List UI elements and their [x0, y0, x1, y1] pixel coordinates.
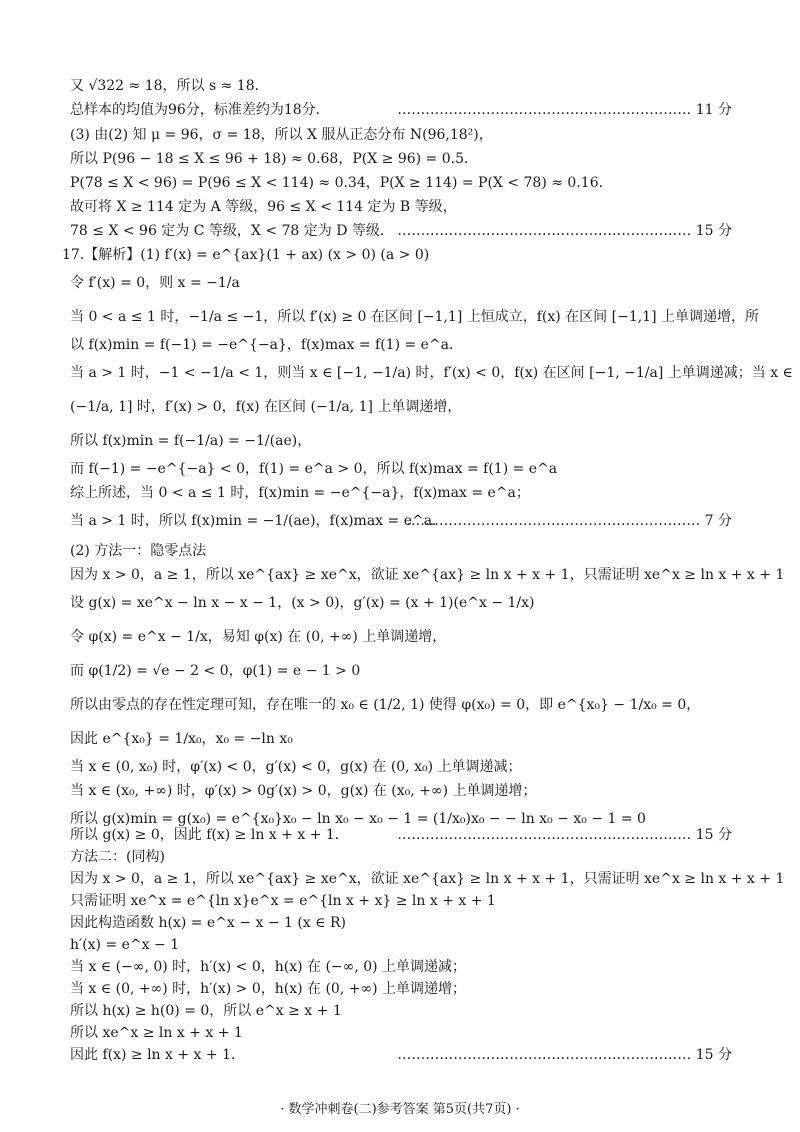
text-line-12: 当 a > 1 时，−1 < −1/a < 1，则当 x ∈ [−1, −1/a) 时，f′(x) < 0，f(x) 在区间 [−1, −1/a] 上单调递减；当 x ∈	[70, 365, 793, 381]
text-line-35: 当 x ∈ (0, +∞) 时，h′(x) > 0，h(x) 在 (0, +∞) 上单调递增；	[70, 981, 467, 997]
problem-17-heading: 17.【解析】(1) f′(x) = e^{ax}(1 + ax) (x > 0) (a > 0)	[62, 247, 430, 263]
text-line-33: h′(x) = e^x − 1	[70, 937, 180, 953]
score-marker-7: ……………………………………………………… 7 分	[406, 513, 732, 529]
text-line-13: (−1/a, 1] 时，f′(x) > 0，f(x) 在区间 (−1/a, 1] 上单调递增，	[70, 399, 462, 415]
text-line-15: 而 f(−1) = −e^{−a} < 0，f(1) = e^a > 0，所以 f(x)max = f(1) = e^a	[70, 461, 558, 477]
score-marker-11: ……………………………………………………… 11 分	[397, 102, 732, 118]
text-line-23: 所以由零点的存在性定理可知，存在唯一的 x₀ ∈ (1/2, 1) 使得 φ(x₀) = 0，即 e^{x₀} − 1/x₀ = 0，	[70, 697, 701, 713]
text-line-11: 以 f(x)min = f(−1) = −e^{−a}，f(x)max = f(1) = e^a．	[70, 337, 464, 353]
text-line-19: 因为 x > 0，a ≥ 1，所以 xe^{ax} ≥ xe^x，欲证 xe^{ax} ≥ ln x + x + 1，只需证明 xe^x ≥ ln x + x + 1	[70, 567, 785, 583]
text-line-20: 设 g(x) = xe^x − ln x − x − 1，(x > 0)，g′(x) = (x + 1)(e^x − 1/x)	[70, 595, 535, 611]
score-marker-15c: ……………………………………………………… 15 分	[397, 1047, 732, 1063]
page-footer: · 数学冲刺卷(二)参考答案 第5页(共7页) ·	[280, 1102, 520, 1117]
text-line-17: 当 a > 1 时，所以 f(x)min = −1/(ae)，f(x)max = e^a．	[70, 513, 447, 529]
text-line-28: 所以 g(x) ≥ 0，因此 f(x) ≥ ln x + x + 1．	[70, 827, 349, 843]
score-marker-15b: ……………………………………………………… 15 分	[397, 827, 732, 843]
score-marker-15a: ……………………………………………………… 15 分	[397, 223, 732, 239]
text-line-27: 所以 g(x)min = g(x₀) = e^{x₀}x₀ − ln x₀ − x₀ − 1 = (1/x₀)x₀ − − ln x₀ − x₀ − 1 = 0	[70, 811, 646, 827]
text-line-14: 所以 f(x)min = f(−1/a) = −1/(ae)，	[70, 433, 312, 449]
text-line-3: (3) 由(2) 知 μ = 96，σ = 18，所以 X 服从正态分布 N(96,18²)，	[70, 127, 493, 143]
text-line-18: (2) 方法一：隐零点法	[70, 543, 207, 559]
text-line-26: 当 x ∈ (x₀, +∞) 时，φ′(x) > 0g′(x) > 0，g(x) 在 (x₀, +∞) 上单调递增；	[70, 783, 537, 799]
text-line-7: 78 ≤ X < 96 定为 C 等级，X < 78 定为 D 等级．	[70, 223, 394, 239]
text-line-22: 而 φ(1/2) = √e − 2 < 0，φ(1) = e − 1 > 0	[70, 663, 361, 679]
text-line-4: 所以 P(96 − 18 ≤ X ≤ 96 + 18) ≈ 0.68，P(X ≥ 96) = 0.5．	[70, 151, 478, 167]
text-line-16: 综上所述，当 0 < a ≤ 1 时，f(x)min = −e^{−a}，f(x)max = e^a；	[70, 485, 530, 501]
text-line-25: 当 x ∈ (0, x₀) 时，φ′(x) < 0，g′(x) < 0，g(x) 在 (0, x₀) 上单调递减；	[70, 759, 522, 775]
text-line-2: 总样本的均值为96分，标准差约为18分．	[70, 102, 330, 118]
text-line-1: 又 √322 ≈ 18，所以 s ≈ 18．	[70, 78, 269, 94]
text-line-38: 因此 f(x) ≥ ln x + x + 1．	[70, 1047, 245, 1063]
text-line-36: 所以 h(x) ≥ h(0) = 0，所以 e^x ≥ x + 1	[70, 1003, 342, 1019]
text-line-10: 当 0 < a ≤ 1 时，−1/a ≤ −1，所以 f′(x) ≥ 0 在区间 [−1,1] 上恒成立，f(x) 在区间 [−1,1] 上单调递增，所	[70, 309, 759, 325]
text-line-21: 令 φ(x) = e^x − 1/x，易知 φ(x) 在 (0, +∞) 上单调递增，	[70, 629, 447, 645]
text-line-24: 因此 e^{x₀} = 1/x₀，x₀ = −ln x₀	[70, 731, 293, 747]
text-line-9: 令 f′(x) = 0，则 x = −1/a	[70, 275, 240, 291]
text-line-31: 只需证明 xe^x = e^{ln x}e^x = e^{ln x + x} ≥ ln x + x + 1	[70, 893, 496, 909]
text-line-6: 故可将 X ≥ 114 定为 A 等级，96 ≤ X < 114 定为 B 等级，	[70, 199, 457, 215]
text-line-5: P(78 ≤ X < 96) = P(96 ≤ X < 114) ≈ 0.34，P(X ≥ 114) = P(X < 78) ≈ 0.16．	[70, 175, 613, 191]
text-line-30: 因为 x > 0，a ≥ 1，所以 xe^{ax} ≥ xe^x，欲证 xe^{ax} ≥ ln x + x + 1，只需证明 xe^x ≥ ln x + x + 1	[70, 871, 785, 887]
text-line-34: 当 x ∈ (−∞, 0) 时，h′(x) < 0，h(x) 在 (−∞, 0) 上单调递减；	[70, 959, 467, 975]
text-line-29: 方法二：(同构)	[70, 849, 165, 865]
text-line-32: 因此构造函数 h(x) = e^x − x − 1 (x ∈ R)	[70, 915, 346, 931]
text-line-37: 所以 xe^x ≥ ln x + x + 1	[70, 1025, 243, 1041]
